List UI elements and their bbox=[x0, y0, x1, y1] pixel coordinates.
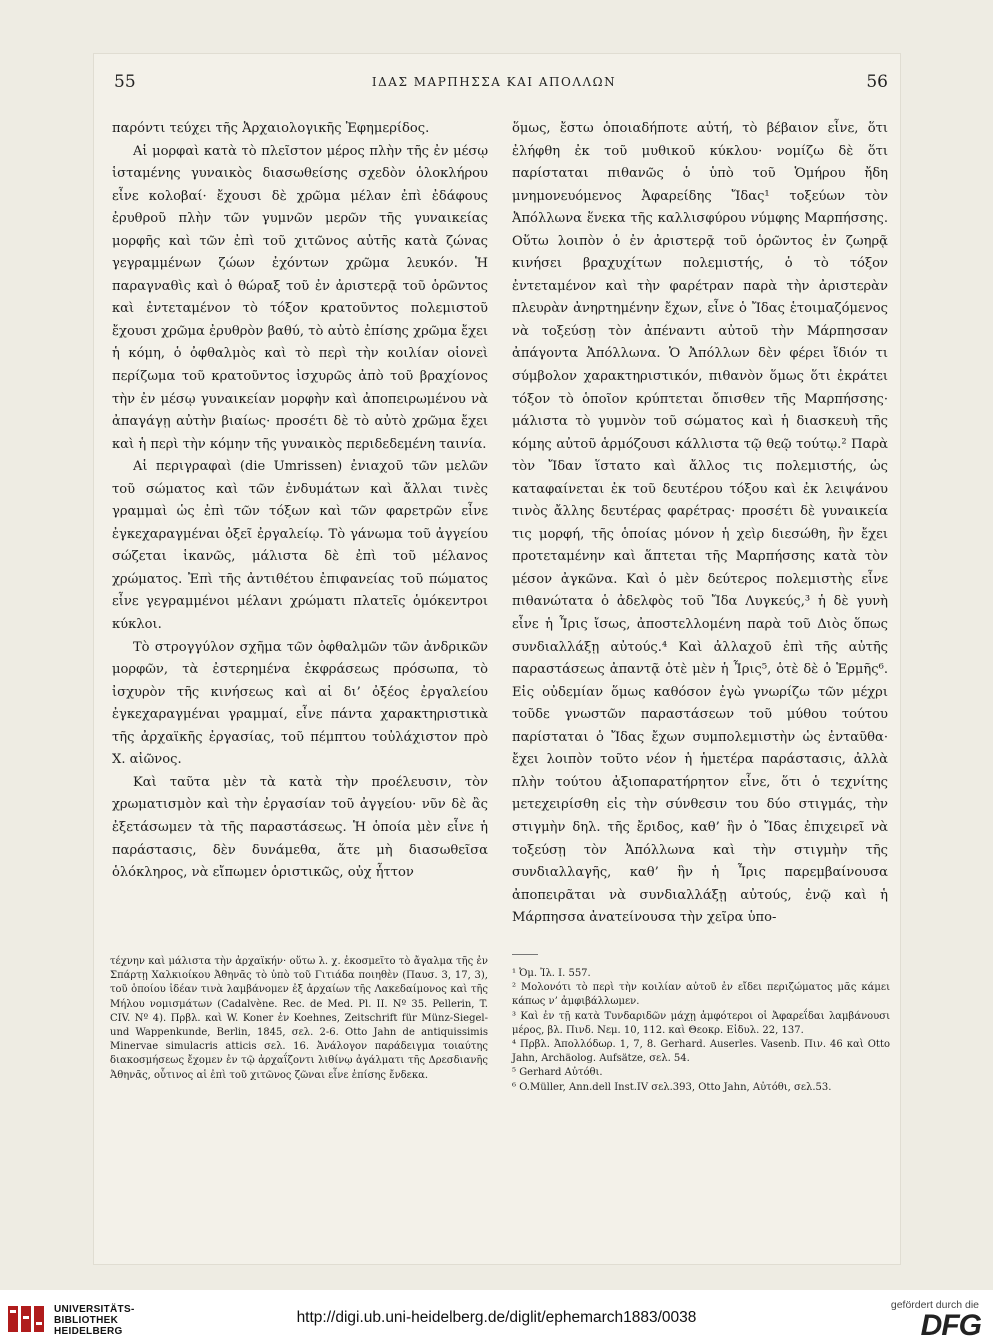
document-url-link[interactable]: http://digi.ub.uni-heidelberg.de/diglit/ephemarch1883/0038 bbox=[296, 1309, 697, 1326]
left-column bbox=[112, 118, 488, 885]
page-number-left: 55 bbox=[114, 72, 136, 92]
running-header bbox=[94, 72, 894, 96]
page-number-right: 56 bbox=[866, 72, 888, 92]
paragraph: Αἱ μορφαὶ κατὰ τὸ πλεῖστον μέρος πλὴν τῆς ἐν μέσῳ ἱσταμένης γυναικὸς διασωθείσης σχεδὸν ὁλοκλήρου εἶνε κολοβαί· ἔχουσι δὲ χρῶμα μέλαν ἐπὶ ἐδάφους ἐρυθροῦ πλὴν τῶν γυμνῶν μερῶν τῆς γυναικείας μορφῆς καὶ τῶν ἐπὶ τοῦ χιτῶνος αὐτῆς κατὰ ζώνας γεγραμμένων ζώων ἐχόντων χρῶμα λευκόν. Ἡ παραγναθὶς καὶ ὁ θώραξ τοῦ ἐν ἀριστερᾷ τοῦ ὁρῶντος καὶ ἐντεταμένον τὸ τόξον κρατοῦντος πολεμιστοῦ ἔχουσι χρῶμα ἐρυθρὸν βαθύ, τὸ αὐτὸ ἐπίσης χρῶμα ἔχει ἡ κόμη, ὁ ὀφθαλμὸς καὶ τὸ περὶ τὴν κοιλίαν οἱονεὶ περίζωμα τοῦ κρατοῦντος ἰσχυρῶς ἀπὸ τοῦ βραχίονος τὴν ἐν μέσῳ γυναικείαν μορφὴν καὶ ἀποπειρωμένου νὰ ἀπαγάγῃ αὐτὴν βιαίως· προσέτι δὲ τὸ αὐτὸ χρῶμα ἔχει καὶ ἡ περὶ τὴν κόμην τῆς γυναικὸς περιδεδεμένη ταινία. bbox=[112, 143, 488, 452]
footnote: ² Μολονότι τὸ περὶ τὴν κοιλίαν αὐτοῦ ἐν εἴδει περιζώματος μᾶς κάμει κάπως ν’ ἀμφιβάλλωμεν. bbox=[512, 982, 890, 1008]
library-line: BIBLIOTHEK bbox=[54, 1315, 119, 1326]
footnote: ⁶ O.Müller, Ann.dell Inst.IV σελ.393, Otto Jahn, Αὐτόθι, σελ.53. bbox=[512, 1081, 832, 1093]
footnote: ¹ Ὀμ. Ἰλ. I. 557. bbox=[512, 968, 591, 979]
funded-by-label: gefördert durch die bbox=[890, 1299, 979, 1311]
footnote: ⁵ Gerhard Αὐτόθι. bbox=[512, 1067, 603, 1079]
dfg-logo: DFG bbox=[920, 1309, 981, 1342]
library-line: HEIDELBERG bbox=[54, 1326, 123, 1337]
footnote: ⁴ Πρβλ. Ἀπολλόδωρ. 1, 7, 8. Gerhard. Auserles. Vasenb. Πιν. 46 καὶ Otto Jahn, Archäolog. Aufsätze, σελ. 54. bbox=[512, 1039, 890, 1065]
footnote-rule bbox=[512, 954, 538, 955]
library-line: UNIVERSITÄTS- bbox=[54, 1304, 135, 1315]
paragraph: Καὶ ταῦτα μὲν τὰ κατὰ τὴν προέλευσιν, τὸν χρωματισμὸν καὶ τὴν ἐργασίαν τοῦ ἀγγείου· νῦν δὲ ἂς ἐξετάσωμεν τὰ τῆς παραστάσεως. Ἡ ὁποία μὲν εἶνε ἡ παράστασις, δὲν δυνάμεθα, ἅτε μὴ διασωθεῖσα ὁλόκληρος, νὰ εἴπωμεν ὁριστικῶς, οὐχ ἧττον bbox=[112, 774, 488, 881]
running-title: ΙΔΑΣ ΜΑΡΠΗΣΣΑ ΚΑΙ ΑΠΟΛΛΩΝ bbox=[371, 75, 617, 89]
paragraph: παρόντι τεύχει τῆς Ἀρχαιολογικῆς Ἐφημερίδος. bbox=[112, 121, 430, 136]
right-column bbox=[512, 118, 888, 930]
footnote: ³ Καὶ ἐν τῇ κατὰ Τυνδαριδῶν μάχῃ ἀμφότεροι οἱ Ἀφαρεΐδαι λαμβάνουσι μέρος, βλ. Πινδ. Νεμ. 10, 112. καὶ Θεοκρ. Εἰδυλ. 22, 137. bbox=[512, 1010, 890, 1036]
footnote-text: τέχνην καὶ μάλιστα τὴν ἀρχαϊκήν· οὕτω λ. χ. ἐκοσμεῖτο τὸ ἄγαλμα τῆς ἐν Σπάρτῃ Χαλκιοίκου Ἀθηνᾶς τὸ ὑπὸ τοῦ Γιτιάδα ποιηθὲν (Παυσ. 3, 17, 3), τοῦ ὁποίου ἰδέαν τινὰ λαμβάνομεν ἐξ ἀρχαίων τῆς Λακεδαίμονος καὶ τῆς Μήλου νομισμάτων (Cadalvène. Rec. de Med. Pl. II. Nº 35. Pellerin, T. CIV. Nº 4). Πρβλ. καὶ W. Koner ἐν Koehnes, Zeitschrift für Münz-Siegel-und Wappenkunde, Berlin, 1845, σελ. 2-6. Otto Jahn de antiquissimis Minervae simulacris atticis σελ. 16. Ἀνάλογον παράδειγμα τοιαύτης διακοσμήσεως ἔχομεν ἐν τῷ ἀρχαΐζοντι λιθίνῳ ἀγάλματι τῆς Δρεσδιανῆς Ἀθηνᾶς, οὗτινος αἱ ἐπὶ τοῦ χιτῶνος ζῶναι εἶνε ἐπίσης ἔνδεκα. bbox=[110, 956, 488, 1081]
paragraph: Τὸ στρογγύλον σχῆμα τῶν ὀφθαλμῶν τῶν ἀνδρικῶν μορφῶν, τὰ ἐστερημένα ἐκφράσεως πρόσωπα, τὸ ἰσχυρὸν τῆς κινήσεως καὶ αἱ δι’ ὀξέος ἐργαλείου ἐγκεχαραγμέναι γραμμαί, εἶνε πάντα χαρακτηριστικὰ τῆς ἀρχαϊκῆς ἐργασίας, τοῦ πέμπτου τοὐλάχιστον πρὸ Χ. αἰῶνος. bbox=[112, 639, 488, 768]
paragraph: ὅμως, ἔστω ὁποιαδήποτε αὐτή, τὸ βέβαιον εἶνε, ὅτι ἐλήφθη ἐκ τοῦ μυθικοῦ κύκλου· νομίζω δὲ ὅτι παρίσταται πιθανῶς ὁ ὑπὸ τοῦ Ὁμήρου ἤδη μνημονευόμενος Ἀφαρείδης Ἴδας¹ τοξεύων τὸν Ἀπόλλωνα ἕνεκα τῆς καλλισφύρου νύμφης Μαρπήσσης. Οὕτω λοιπὸν ὁ ἐν ἀριστερᾷ τοῦ ὁρῶντος ἐν ζωηρᾷ κινήσει βραχυχίτων πολεμιστής, ὁ τὸ τόξον ἐντεταμένον καὶ τὴν φαρέτραν παρὰ τὴν ἀριστερὰν πλευρὰν ἀνηρτημένην ἔχων, εἶνε ὁ Ἴδας ἑτοιμαζόμενος νὰ τοξεύσῃ τὸν ἀπέναντι αὐτοῦ τὴν Μάρπησσαν ἀπάγοντα Ἀπόλλωνα. Ὁ Ἀπόλλων δὲν φέρει ἴδιόν τι σύμβολον χαρακτηριστικόν, πιθανὸν ὅμως ὅτι ἐκράτει τόξον τὸ ὁποῖον κρύπτεται ὄπισθεν τῆς Μαρπήσσης· μάλιστα τὸ γυμνὸν τοῦ σώματος καὶ ἡ διασκευὴ τῆς κόμης αὐτοῦ ἁρμόζουσι κάλλιστα τῷ θεῷ τούτῳ.² Παρὰ τὸν Ἴδαν ἵστατο καὶ ἄλλος τις πολεμιστής, ὡς καταφαίνεται ἐκ τοῦ δευτέρου τόξου καὶ ἐκ λειψάνου τινὸς ἄλλης δευτέρας φαρέτρας· προσέτι δὲ γυναικεία τις μορφή, τῆς ὁποίας μόνον ἡ χεὶρ διεσώθη, ἣν ἔχει προτεταμένην καὶ ἅπτεται τῆς Μαρπήσσης κατὰ τὸν μέσον ἀγκῶνα. Καὶ ὁ μὲν δεύτερος πολεμιστὴς εἶνε πιθανώτατα ὁ ἀδελφὸς τοῦ Ἴδα Λυγκεύς,³ ἡ δὲ γυνὴ εἶνε ἡ Ἶρις ἴσως, ἀποστελλομένη παρὰ τοῦ Διὸς ὅπως συνδιαλλάξῃ αὐτούς.⁴ Καὶ ἀλλαχοῦ ἐπὶ τῆς αὐτῆς παραστάσεως ἀπαντᾷ ὁτὲ μὲν ἡ Ἶρις⁵, ὁτὲ δὲ ὁ Ἑρμῆς⁶. Εἰς οὐδεμίαν ὅμως καθόσον ἐγὼ γνωρίζω τῶν μέχρι τοῦδε γνωστῶν παραστάσεων τοῦ μύθου τούτου παρίσταται ὁ Ἴδας ἔχων συμπολεμιστὴν ὡς ἐνταῦθα· ἔχει λοιπὸν τοῦτο νέον ἡ ἡμετέρα παράστασις, ἀλλὰ πλὴν τούτου ἀξιοπαρατήρητον εἶνε, ὅτι ὁ τεχνίτης μετεχειρίσθη εἰς τὴν σύνθεσιν του δύο στιγμάς, τὴν στιγμὴν δηλ. τῆς ἔριδος, καθ’ ἣν ὁ Ἴδας ἐπιχειρεῖ νὰ τοξεύσῃ τὸν Ἀπόλλωνα καὶ τὴν στιγμὴν τῆς συνδιαλλαγῆς, καθ’ ἣν ἡ Ἶρις παρεμβαίνουσα ἀποπειρᾶται νὰ συνδιαλλάξῃ αὐτούς, ἐνῷ καὶ ἡ Μάρπησσα ἀνατείνουσα τὴν χεῖρα ὑπο- bbox=[512, 121, 888, 926]
footnote-continuation bbox=[110, 955, 488, 1083]
paragraph: Αἱ περιγραφαὶ (die Umrissen) ἐνιαχοῦ τῶν μελῶν τοῦ σώματος καὶ τῶν ἐνδυμάτων καὶ ἄλλαι τινὲς γραμμαὶ ὡς ἐπὶ τῶν τόξων καὶ τῶν φαρετρῶν εἶνε ἐγκεχαραγμέναι ὀξεῖ ἐργαλείῳ. Τὸ γάνωμα τοῦ ἀγγείου σώζεται ἱκανῶς, μάλιστα δὲ ἐπὶ τοῦ μέλανος χρώματος. Ἐπὶ τῆς ἀντιθέτου ἐπιφανείας τοῦ πώματος εἶνε γεγραμμένοι μέλανι χρώματι πλατεῖς ὁμόκεντροι κύκλοι. bbox=[112, 459, 488, 633]
footnotes bbox=[512, 967, 890, 1095]
